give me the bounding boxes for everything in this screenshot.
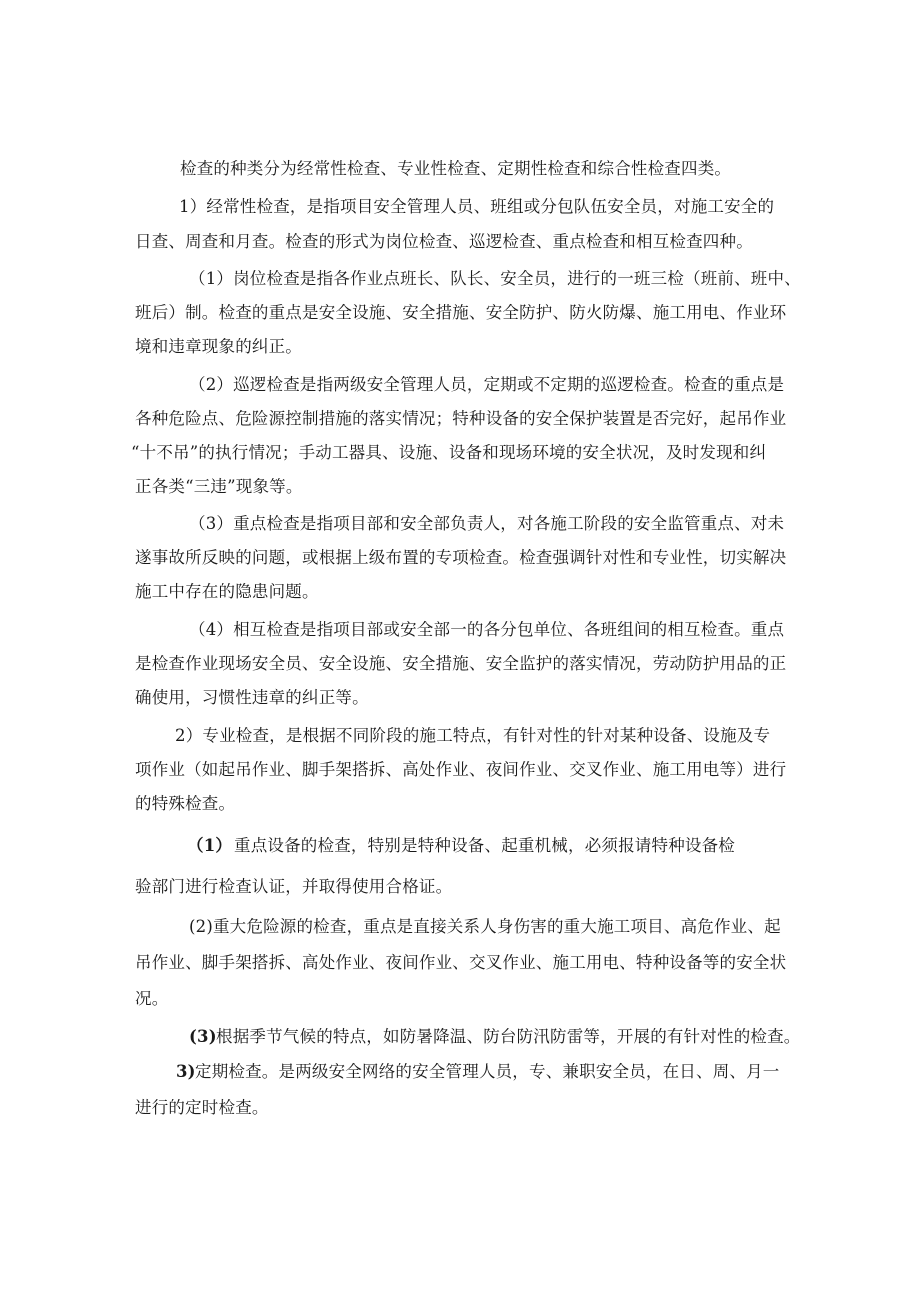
item-1-2-line: 正各类“三违”现象等。 xyxy=(135,477,303,496)
item-1-4-line: （4）相互检查是指项目部或安全部一的各分包单位、各班组间的相互检查。重点 xyxy=(189,620,785,639)
section-1-line: 1）经常性检查，是指项目安全管理人员、班组或分包队伍安全员，对施工安全的 xyxy=(179,197,775,216)
section-2-line: 项作业（如起吊作业、脚手架搭拆、高处作业、夜间作业、交叉作业、施工用电等）进行 xyxy=(135,760,787,779)
item-1-4-line: 是检查作业现场安全员、安全设施、安全措施、安全监护的落实情况，劳动防护用品的正 xyxy=(135,654,787,673)
section-3-line: 定期检查。是两级安全网络的安全管理人员，专、兼职安全员，在日、周、月一 xyxy=(195,1062,780,1081)
item-1-2-line: “十不吊”的执行情况；手动工器具、设施、设备和现场环境的安全状况，及时发现和纠 xyxy=(131,443,767,462)
item-2-1-line: 重点设备的检查，特别是特种设备、起重机械，必须报请特种设备检 xyxy=(234,836,735,855)
item-2-2-line: 况。 xyxy=(135,989,169,1008)
item-1-4-line: 确使用，习惯性违章的纠正等。 xyxy=(135,688,369,707)
item-1-3-line: 施工中存在的隐患问题。 xyxy=(135,582,319,601)
item-1-2-line: 各种危险点、危险源控制措施的落实情况；特种设备的安全保护装置是否完好，起吊作业 xyxy=(135,409,787,428)
section-2-line: 的特殊检查。 xyxy=(135,794,236,813)
item-1-3-line: （3）重点检查是指项目部和安全部负责人，对各施工阶段的安全监管重点、对未 xyxy=(189,514,785,533)
intro-line: 检查的种类分为经常性检查、专业性检查、定期性检查和综合性检查四类。 xyxy=(180,159,732,178)
item-2-2-line: (2)重大危险源的检查，重点是直接关系人身伤害的重大施工项目、高危作业、起 xyxy=(189,917,781,936)
item-2-3-line: 根据季节气候的特点，如防暑降温、防台防汛防雷等，开展的有针对性的检查。 xyxy=(216,1027,801,1046)
item-1-3-line: 遂事故所反映的问题，或根据上级布置的专项检查。检查强调针对性和专业性，切实解决 xyxy=(135,548,787,567)
section-1-line: 日查、周查和月查。检查的形式为岗位检查、巡逻检查、重点检查和相互检查四种。 xyxy=(135,232,753,251)
item-1-1-line: 境和违章现象的纠正。 xyxy=(135,337,302,356)
section-3-number: 3) xyxy=(176,1062,196,1081)
item-2-1-number: （1） xyxy=(187,836,233,855)
item-1-2-line: （2）巡逻检查是指两级安全管理人员，定期或不定期的巡逻检查。检查的重点是 xyxy=(189,375,785,394)
section-3-line: 进行的定时检查。 xyxy=(135,1098,269,1117)
item-2-2-line: 吊作业、脚手架搭拆、高处作业、夜间作业、交叉作业、施工用电、特种设备等的安全状 xyxy=(135,953,787,972)
item-1-1-line: （1）岗位检查是指各作业点班长、队长、安全员，进行的一班三检（班前、班中、 xyxy=(189,269,801,288)
item-1-1-line: 班后）制。检查的重点是安全设施、安全措施、安全防护、防火防爆、施工用电、作业环 xyxy=(135,303,787,322)
item-2-3-number: (3) xyxy=(189,1027,217,1046)
item-2-1-line: 验部门进行检查认证，并取得使用合格证。 xyxy=(135,877,453,896)
section-2-line: 2）专业检查，是根据不同阶段的施工特点，有针对性的针对某种设备、设施及专 xyxy=(175,726,771,745)
